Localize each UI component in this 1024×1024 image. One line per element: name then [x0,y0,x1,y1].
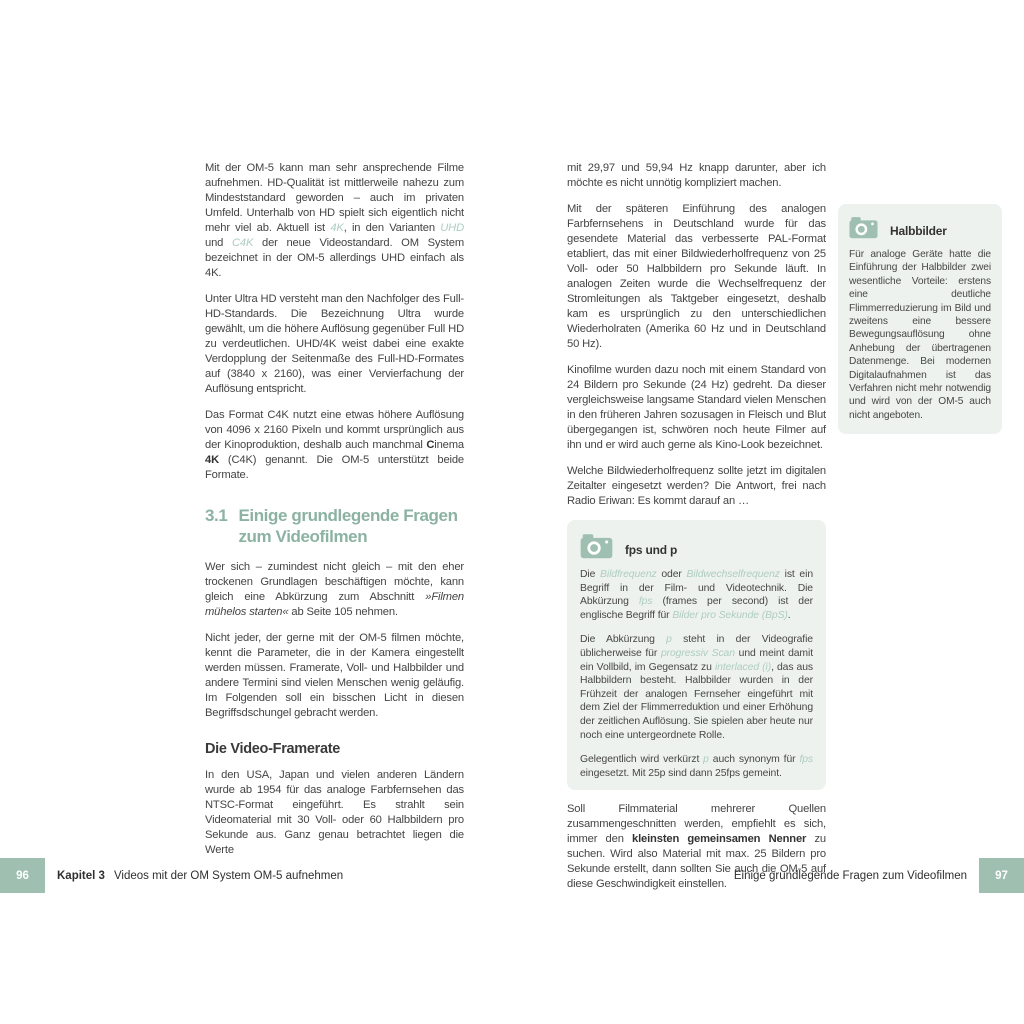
info-box-title: fps und p [625,543,678,557]
body-paragraph: Soll Filmmaterial mehrerer Quellen zusammengeschnitten werden, empfiehlt es sich, immer den kleinsten gemeinsamen Nenner zu suchen. Wird also Material mit max. 25 Bildern pro Sekunde erstellt, dann sollten Sie auch die OM-5 auf diese Geschwindigkeit einstellen. [567,803,826,891]
chapter-label: Kapitel 3 [57,869,105,882]
page-number-right: 97 [979,858,1024,893]
info-box-header [580,533,813,559]
page-number-left: 96 [0,858,45,893]
body-paragraph: Mit der späteren Einführung des analogen Farbfernsehens in Deutschland wurde für das gesendete Material das verbesserte PAL-Format etabliert, das mit einer Bildwiederholfrequenz von 25 Voll- oder 50 Halbbildern pro Sekunde läuft. In analogen Zeiten wurde die Wechselfrequenz der Stromleitungen als Taktgeber eingesetzt, deshalb kam es ursprünglich zu den unterschiedlichen Wiederholraten (Amerika 60 Hz und in Deutschland 50 Hz). [567,203,826,350]
section-title: Einige grundlegende Fragen zum Videofilmen [238,506,458,546]
info-box-paragraph: Die Bildfrequenz oder Bildwechselfrequenz ist ein Begriff in der Film- und Videotechnik. Die Abkürzung fps (frames per second) ist der englische Begriff für Bilder pro Sekunde (BpS). [580,569,814,621]
info-box-paragraph: Für analoge Geräte hatte die Einführung der Halbbilder zwei wesentliche Vorteile: erstens eine deutliche Flimmerreduzierung im Bild und zweitens eine bessere Bewegungsauflösung ohne Anhebung der übertragenen Datenmenge. Bei modernen Digitalaufnahmen ist das Verfahren nicht mehr notwendig und wird von der OM-5 auch nicht angeboten. [849,249,991,421]
footer-section-title: Einige grundlegende Fragen zum Videofilmen [733,869,967,882]
info-box-title: Halbbilder [890,224,947,238]
body-paragraph: In den USA, Japan und vielen anderen Ländern wurde ab 1954 für das analoge Farbfernsehen das NTSC-Format eingeführt. Es strahlt sein Videomaterial mit 30 Voll- oder 60 Halbbildern pro Sekunde aus. Ganz genau betrachtet liegen die Werte [205,769,464,856]
body-paragraph: Wer sich – zumindest nicht gleich – mit den eher trockenen Grundlagen beschäftigen möchte, kann gleich eine Abkürzung zum Abschnitt »Filmen mühelos starten« ab Seite 105 nehmen. [205,561,464,618]
body-paragraph: Unter Ultra HD versteht man den Nachfolger des Full-HD-Standards. Die Bezeichnung Ultra wurde gewählt, um die höhere Auflösung gegenüber Full HD zu verdeutlichen. UHD/4K weist dabei eine exakte Verdopplung der Seitenmaße des Full-HD-Formates auf (3840 x 2160), was einer Vervierfachung der Auflösung entspricht. [205,293,464,395]
body-paragraph: mit 29,97 und 59,94 Hz knapp darunter, aber ich möchte es nicht unnötig kompliziert machen. [567,162,826,189]
body-paragraph: Kinofilme wurden dazu noch mit einem Standard von 24 Bildern pro Sekunde (24 Hz) gedreht. Da dieser vergleichsweise langsame Standard vielen Menschen in den früheren Jahren sozusagen in Fleisch und Blut übergegangen ist, schwören noch heute Filmer auf ihn und er wird auch gerne als Kino-Look bezeichnet. [567,364,826,451]
right-text-column [567,161,826,903]
sub-heading: Die Video-Framerate [205,741,341,757]
info-box-fps [567,520,826,790]
info-box-header [849,216,991,239]
body-paragraph: Mit der OM-5 kann man sehr ansprechende Filme aufnehmen. HD-Qualität ist mittlerweile nahezu zum Mindeststandard geworden – auch im privaten Umfeld. Unterhalb von HD spielt sich eigentlich nicht mehr viel ab. Aktuell ist 4K, in den Varianten UHD und C4K der neue Videostandard. OM System bezeichnet in der OM-5 allerdings UHD einfach als 4K. [205,162,465,279]
chapter-title: Videos mit der OM System OM-5 aufnehmen [113,869,344,882]
body-paragraph: Welche Bildwiederholfrequenz sollte jetzt im digitalen Zeitalter eingesetzt werden? Die Antwort, frei nach Radio Eriwan: Es kommt darauf an … [567,465,826,507]
section-number: 3.1 [205,506,228,525]
info-box-paragraph: Gelegentlich wird verkürzt p auch synonym für fps eingesetzt. Mit 25p sind dann 25fps gemeint. [580,754,813,779]
info-box-paragraph: Die Abkürzung p steht in der Videografie üblicherweise für progressiv Scan und meint damit ein Vollbild, im Gegensatz zu interlaced (i), das aus Halbbildern besteht. Halbbilder wurden in der Frühzeit der analogen Fernseher eingeführt mit dem Ziel der Flimmerreduktion und einer Erhöhung der zeitlichen Auflösung. Sie spielen aber heute nur noch eine untergeordnete Rolle. [580,634,813,741]
footer-chapter-title [57,858,343,893]
body-paragraph: Nicht jeder, der gerne mit der OM-5 filmen möchte, kennt die Parameter, die in der Kamera eingestellt werden müssen. Framerate, Voll- und Halbbilder und andere Termini sind vielen Menschen wenig geläufig. Im Folgenden soll ein bisschen Licht in diesen Begriffsdschungel gebracht werden. [205,632,464,719]
camera-icon [580,533,613,559]
info-box-halbbilder [838,204,1002,434]
body-paragraph: Das Format C4K nutzt eine etwas höhere Auflösung von 4096 x 2160 Pixeln und kommt ursprünglich aus der Kinoproduktion, deshalb auch manchmal Cinema 4K (C4K) genannt. Die OM-5 unterstützt beide Formate. [205,409,464,481]
section-heading [205,505,464,547]
left-text-column [205,161,464,869]
camera-icon [849,216,878,239]
